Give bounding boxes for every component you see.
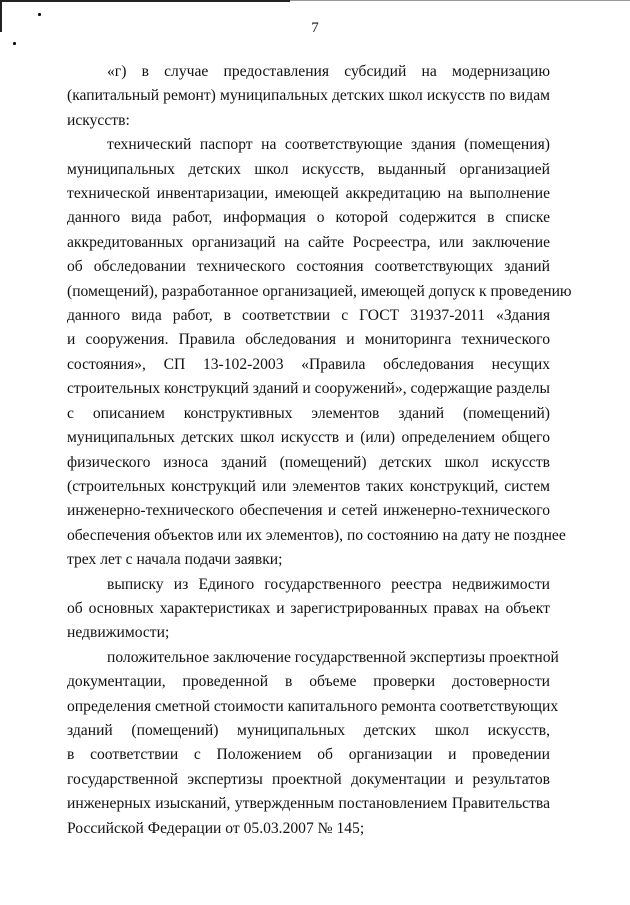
text-line: искусств: [67, 111, 130, 129]
paragraph-egrn-extract [67, 573, 550, 646]
text-line: об обследовании технического состояния соответствующих зданий [67, 258, 550, 276]
text-line: данного вида работ, информация о которой содержится в списке [67, 209, 550, 227]
text-line: инженерно-технического обеспечения и сетей инженерно-технического [67, 502, 550, 520]
text-line: муниципальных детских школ искусств, выданный организацией [67, 160, 550, 178]
paragraph-expertise [67, 646, 559, 841]
text-line: трех лет с начала подачи заявки; [67, 551, 283, 569]
text-line: «г) в случае предоставления субсидий на модернизацию [107, 63, 550, 80]
text-line: физического износа зданий (помещений) детских школ искусств [67, 453, 550, 471]
text-line: определения сметной стоимости капитального ремонта соответствующих [67, 697, 559, 715]
text-line: и сооружения. Правила обследования и мониторинга технического [67, 331, 550, 349]
text-line: инженерных изысканий, утвержденным постановлением Правительства [67, 795, 550, 813]
text-line: (капитальный ремонт) муниципальных детских школ искусств по видам [67, 87, 550, 105]
text-line: государственной экспертизы проектной документации и результатов [67, 770, 550, 788]
text-line: данного вида работ, в соответствии с ГОСТ 31937-2011 «Здания [67, 307, 550, 325]
text-line: аккредитованных организаций на сайте Росреестра, или заключение [67, 233, 550, 251]
scan-speck [38, 13, 41, 16]
scan-edge-top [0, 0, 290, 2]
text-line: зданий (помещений) муниципальных детских школ искусств, [67, 721, 550, 739]
text-line: в соответствии с Положением об организации и проведении [67, 746, 550, 764]
text-line: (помещений), разработанное организацией, имеющей допуск к проведению [67, 282, 572, 300]
paragraph-tech-passport [67, 133, 572, 572]
paragraph-g [67, 60, 550, 133]
page-number: 7 [311, 20, 319, 36]
scan-speck [13, 42, 16, 45]
text-line: технической инвентаризации, имеющей аккредитацию на выполнение [67, 185, 550, 203]
text-line: с описанием конструктивных элементов зданий (помещений) [67, 404, 550, 422]
text-line: обеспечения объектов или их элементов), по состоянию на дату не позднее [67, 526, 566, 544]
text-line: об основных характеристиках и зарегистрированных правах на объект [67, 599, 550, 617]
document-body [67, 60, 572, 841]
scan-edge-top-light [290, 0, 630, 1]
text-line: недвижимости; [67, 624, 170, 642]
text-line: технический паспорт на соответствующие здания (помещения) [107, 136, 550, 154]
text-line: выписку из Единого государственного реестра недвижимости [107, 575, 550, 593]
text-line: муниципальных детских школ искусств и (или) определением общего [67, 429, 550, 447]
text-line: (строительных конструкций или элементов таких конструкций, систем [67, 477, 550, 495]
text-line: Российской Федерации от 05.03.2007 № 145; [67, 819, 365, 837]
text-line: состояния», СП 13-102-2003 «Правила обследования несущих [67, 355, 550, 373]
text-line: документации, проведенной в объеме проверки достоверности [67, 673, 550, 691]
text-line: положительное заключение государственной экспертизы проектной [107, 648, 559, 666]
text-line: строительных конструкций зданий и сооружений», содержащие разделы [67, 380, 550, 398]
